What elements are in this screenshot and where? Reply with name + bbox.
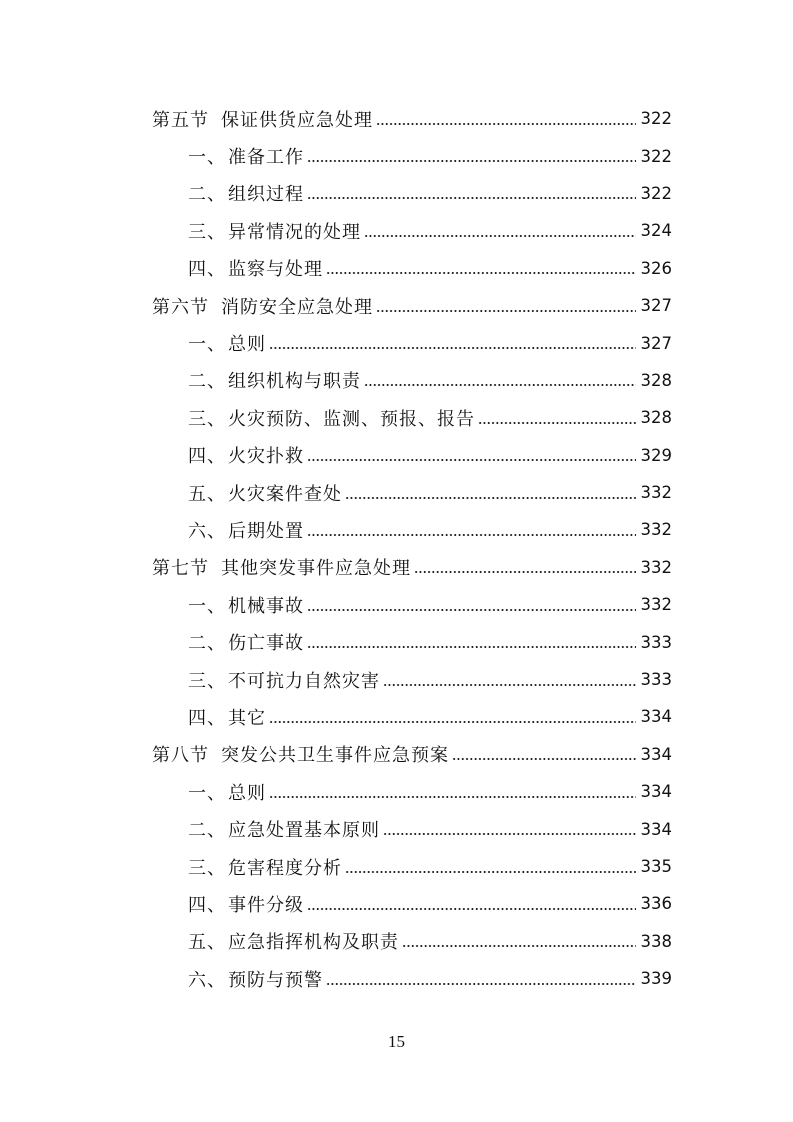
toc-subsection-entry[interactable] (0, 810, 793, 847)
table-of-contents (0, 100, 793, 997)
toc-subsection-entry[interactable] (0, 623, 793, 660)
toc-entry-page: 334 (640, 744, 672, 764)
toc-dot-leader (478, 422, 636, 424)
toc-entry-page: 327 (640, 296, 672, 316)
toc-section-entry[interactable] (0, 287, 793, 324)
toc-dot-leader (364, 235, 636, 237)
toc-entry-label (188, 480, 345, 506)
toc-entry-number: 五、 (188, 483, 226, 505)
toc-section-entry[interactable] (0, 736, 793, 773)
toc-entry-title: 事件分级 (228, 894, 304, 916)
toc-entry-number: 四、 (188, 259, 226, 281)
toc-dot-leader (452, 758, 636, 760)
toc-dot-leader (364, 384, 636, 386)
toc-dot-leader (345, 497, 636, 499)
toc-entry-label (188, 367, 364, 393)
toc-subsection-entry[interactable] (0, 324, 793, 361)
toc-subsection-entry[interactable] (0, 212, 793, 249)
toc-entry-number: 一、 (188, 334, 226, 356)
toc-entry-title: 其他突发事件应急处理 (221, 558, 411, 580)
toc-entry-number: 第七节 (152, 558, 209, 580)
toc-entry-label (188, 629, 307, 655)
toc-entry-number: 二、 (188, 820, 226, 842)
toc-entry-label (188, 405, 478, 431)
toc-dot-leader (269, 796, 636, 798)
toc-entry-label (188, 966, 326, 992)
toc-entry-label (188, 330, 269, 356)
toc-dot-leader (383, 684, 636, 686)
toc-entry-number: 六、 (188, 520, 226, 542)
toc-dot-leader (307, 908, 636, 910)
toc-entry-number: 三、 (188, 221, 226, 243)
toc-entry-page: 333 (640, 670, 672, 690)
toc-subsection-entry[interactable] (0, 698, 793, 735)
toc-entry-number: 四、 (188, 446, 226, 468)
toc-entry-number: 三、 (188, 670, 226, 692)
toc-entry-label (188, 517, 307, 543)
toc-subsection-entry[interactable] (0, 586, 793, 623)
toc-dot-leader (307, 197, 636, 199)
toc-subsection-entry[interactable] (0, 511, 793, 548)
toc-entry-page: 338 (640, 931, 672, 951)
toc-entry-page: 334 (640, 819, 672, 839)
toc-entry-title: 异常情况的处理 (228, 221, 361, 243)
toc-entry-page: 332 (640, 520, 672, 540)
toc-entry-title: 火灾案件查处 (228, 483, 342, 505)
page-number: 15 (388, 1032, 405, 1051)
toc-entry-title: 预防与预警 (228, 969, 323, 991)
toc-entry-number: 四、 (188, 707, 226, 729)
toc-entry-page: 332 (640, 557, 672, 577)
toc-dot-leader (376, 310, 636, 312)
toc-entry-number: 一、 (188, 595, 226, 617)
toc-dot-leader (307, 160, 636, 162)
toc-entry-title: 应急处置基本原则 (228, 820, 380, 842)
toc-entry-page: 333 (640, 632, 672, 652)
toc-entry-title: 伤亡事故 (228, 633, 304, 655)
toc-entry-title: 火灾扑救 (228, 446, 304, 468)
toc-dot-leader (376, 123, 636, 125)
toc-entry-label (188, 854, 345, 880)
toc-entry-number: 第八节 (152, 745, 209, 767)
toc-subsection-entry[interactable] (0, 661, 793, 698)
toc-dot-leader (326, 272, 636, 274)
toc-dot-leader (269, 347, 636, 349)
toc-entry-title: 危害程度分析 (228, 857, 342, 879)
toc-subsection-entry[interactable] (0, 848, 793, 885)
toc-entry-number: 二、 (188, 633, 226, 655)
toc-section-entry[interactable] (0, 549, 793, 586)
toc-entry-title: 火灾预防、监测、预报、报告 (228, 408, 475, 430)
toc-dot-leader (345, 871, 636, 873)
toc-entry-label (188, 255, 326, 281)
toc-subsection-entry[interactable] (0, 399, 793, 436)
toc-entry-label (152, 106, 376, 132)
toc-entry-label (188, 442, 307, 468)
toc-entry-label (188, 816, 383, 842)
toc-entry-label (188, 180, 307, 206)
toc-subsection-entry[interactable] (0, 362, 793, 399)
toc-entry-title: 机械事故 (228, 595, 304, 617)
toc-entry-page: 332 (640, 595, 672, 615)
toc-entry-page: 334 (640, 782, 672, 802)
toc-entry-label (188, 667, 383, 693)
toc-entry-number: 一、 (188, 147, 226, 169)
toc-entry-page: 322 (640, 183, 672, 203)
toc-subsection-entry[interactable] (0, 175, 793, 212)
toc-entry-number: 一、 (188, 782, 226, 804)
toc-entry-page: 328 (640, 370, 672, 390)
toc-subsection-entry[interactable] (0, 437, 793, 474)
toc-entry-title: 准备工作 (228, 147, 304, 169)
toc-dot-leader (307, 534, 636, 536)
toc-entry-title: 其它 (228, 707, 266, 729)
toc-dot-leader (269, 721, 636, 723)
toc-entry-page: 332 (640, 483, 672, 503)
toc-entry-title: 保证供货应急处理 (221, 109, 373, 131)
toc-subsection-entry[interactable] (0, 885, 793, 922)
toc-dot-leader (326, 983, 636, 985)
toc-entry-title: 组织机构与职责 (228, 371, 361, 393)
toc-entry-label (152, 554, 414, 580)
toc-entry-page: 339 (640, 969, 672, 989)
toc-entry-title: 突发公共卫生事件应急预案 (221, 745, 449, 767)
toc-entry-page: 322 (640, 146, 672, 166)
toc-entry-label (188, 779, 269, 805)
toc-entry-number: 二、 (188, 371, 226, 393)
toc-entry-number: 四、 (188, 894, 226, 916)
toc-entry-page: 329 (640, 445, 672, 465)
toc-dot-leader (307, 459, 636, 461)
toc-subsection-entry[interactable] (0, 474, 793, 511)
toc-entry-page: 322 (640, 109, 672, 129)
toc-entry-label (188, 891, 307, 917)
toc-subsection-entry[interactable] (0, 923, 793, 960)
toc-entry-label (188, 592, 307, 618)
toc-entry-page: 328 (640, 408, 672, 428)
toc-subsection-entry[interactable] (0, 960, 793, 997)
toc-entry-title: 后期处置 (228, 520, 304, 542)
toc-entry-number: 第六节 (152, 296, 209, 318)
toc-dot-leader (383, 833, 636, 835)
toc-entry-title: 总则 (228, 782, 266, 804)
toc-entry-page: 334 (640, 707, 672, 727)
toc-entry-label (188, 143, 307, 169)
toc-entry-page: 336 (640, 894, 672, 914)
toc-entry-label (152, 741, 452, 767)
toc-entry-number: 五、 (188, 932, 226, 954)
toc-entry-page: 327 (640, 333, 672, 353)
toc-dot-leader (402, 945, 636, 947)
toc-entry-label (188, 928, 402, 954)
toc-entry-title: 不可抗力自然灾害 (228, 670, 380, 692)
toc-dot-leader (414, 571, 636, 573)
toc-entry-number: 二、 (188, 184, 226, 206)
toc-entry-title: 应急指挥机构及职责 (228, 932, 399, 954)
toc-subsection-entry[interactable] (0, 773, 793, 810)
toc-dot-leader (307, 609, 636, 611)
toc-entry-page: 335 (640, 857, 672, 876)
toc-subsection-entry[interactable] (0, 137, 793, 174)
toc-entry-label (152, 293, 376, 319)
toc-subsection-entry[interactable] (0, 250, 793, 287)
toc-entry-number: 六、 (188, 969, 226, 991)
toc-entry-page: 324 (640, 221, 672, 241)
toc-entry-title: 消防安全应急处理 (221, 296, 373, 318)
toc-entry-number: 三、 (188, 857, 226, 879)
toc-entry-title: 组织过程 (228, 184, 304, 206)
toc-entry-page: 326 (640, 258, 672, 278)
toc-entry-label (188, 704, 269, 730)
toc-entry-number: 三、 (188, 408, 226, 430)
toc-entry-label (188, 218, 364, 244)
toc-entry-number: 第五节 (152, 109, 209, 131)
toc-entry-title: 总则 (228, 334, 266, 356)
toc-entry-title: 监察与处理 (228, 259, 323, 281)
toc-section-entry[interactable] (0, 100, 793, 137)
toc-dot-leader (307, 646, 636, 648)
